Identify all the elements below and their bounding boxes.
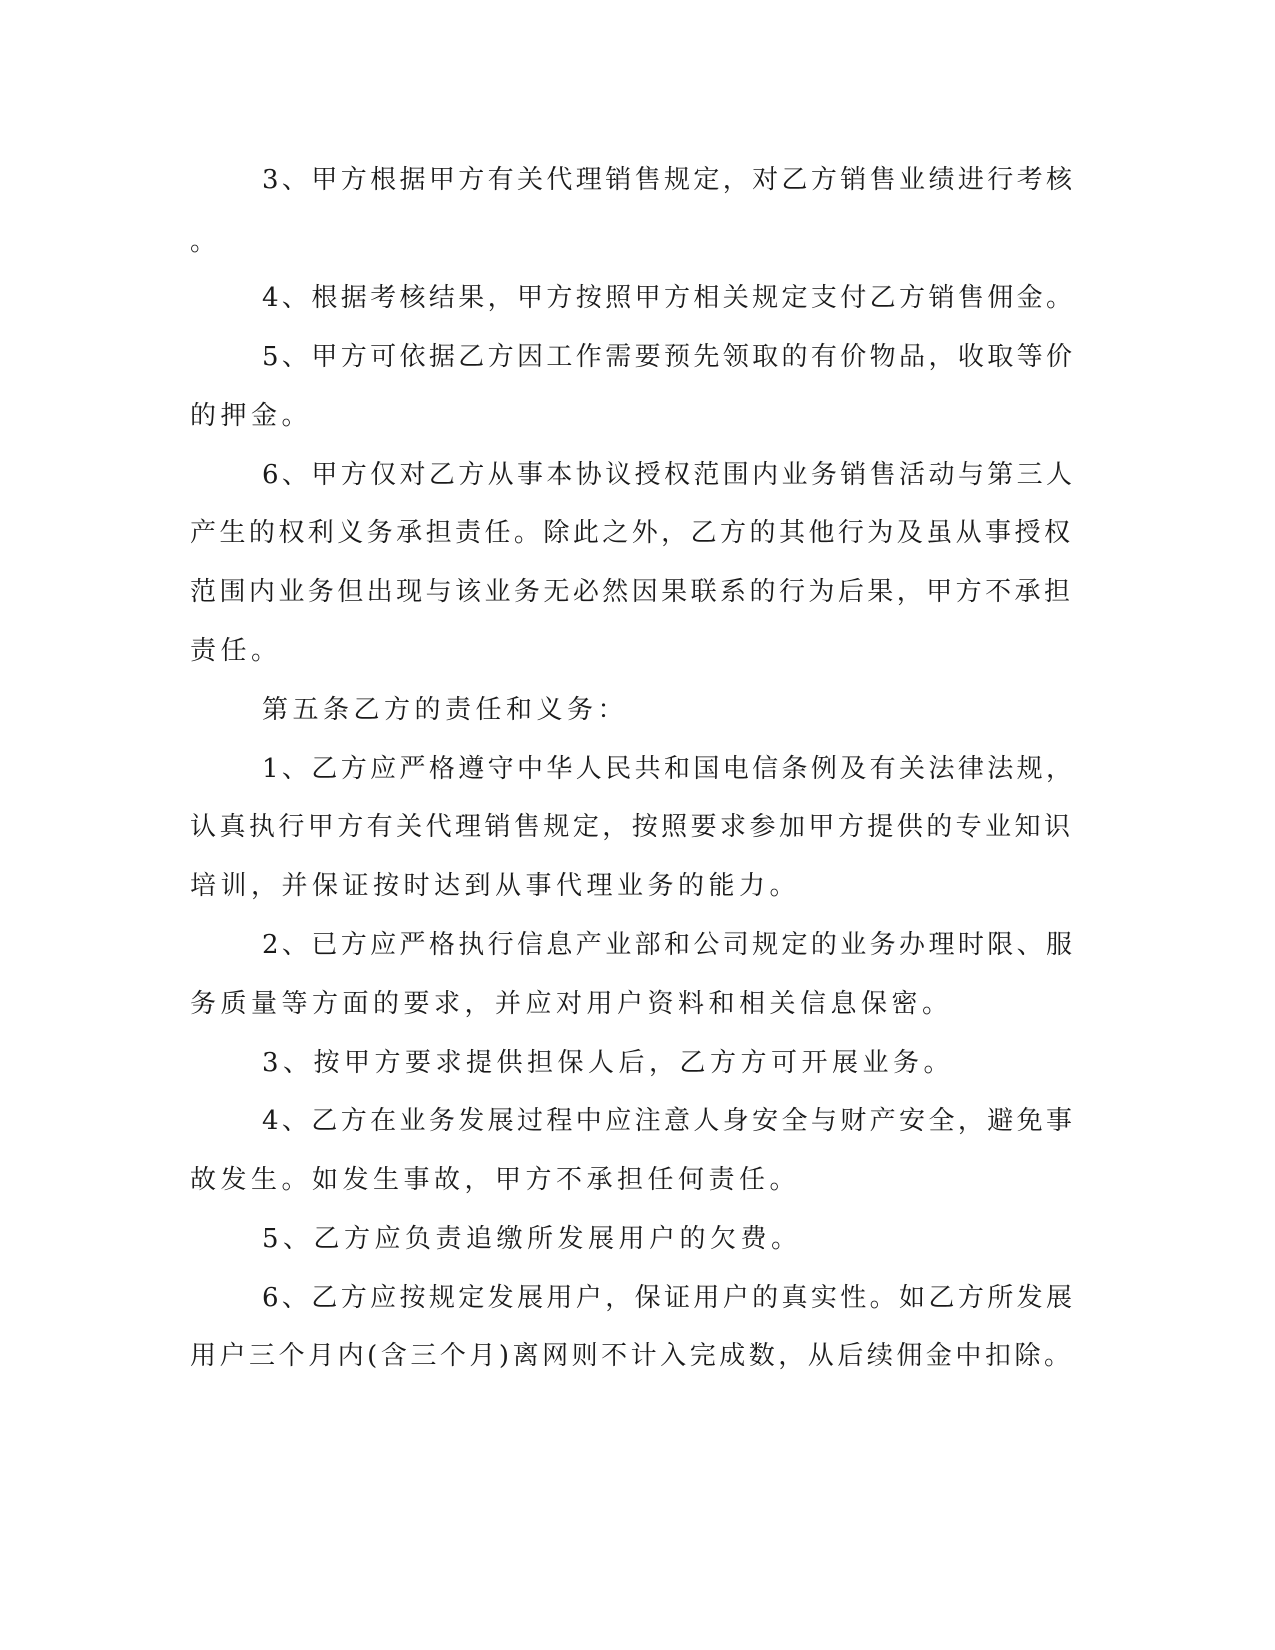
- text-line-15: 务质量等方面的要求，并应对用户资料和相关信息保密。: [190, 989, 953, 1019]
- section-heading: 第五条乙方的责任和义务：: [262, 695, 629, 725]
- text-line-5: 的押金。: [190, 401, 313, 431]
- text-line-12: 认真执行甲方有关代理销售规定，按照要求参加甲方提供的专业知识: [190, 812, 1070, 842]
- text-line-6: 6、甲方仅对乙方从事本协议授权范围内业务销售活动与第三人: [262, 460, 1072, 490]
- text-line-20: 6、乙方应按规定发展用户，保证用户的真实性。如乙方所发展: [262, 1283, 1072, 1313]
- text-line-19: 5、乙方应负责追缴所发展用户的欠费。: [262, 1224, 802, 1254]
- text-line-17: 4、乙方在业务发展过程中应注意人身安全与财产安全，避免事: [262, 1106, 1072, 1136]
- text-line-11: 1、乙方应严格遵守中华人民共和国电信条例及有关法律法规，: [262, 754, 1072, 784]
- text-line-2: 。: [190, 227, 221, 257]
- text-line-3: 4、根据考核结果，甲方按照甲方相关规定支付乙方销售佣金。: [262, 283, 1072, 313]
- text-line-16: 3、按甲方要求提供担保人后，乙方方可开展业务。: [262, 1048, 955, 1078]
- text-line-8: 范围内业务但出现与该业务无必然因果联系的行为后果，甲方不承担: [190, 577, 1070, 607]
- text-line-21: 用户三个月内(含三个月)离网则不计入完成数，从后续佣金中扣除。: [190, 1341, 1070, 1371]
- text-line-9: 责任。: [190, 636, 282, 666]
- text-line-13: 培训，并保证按时达到从事代理业务的能力。: [190, 871, 801, 901]
- text-line-14: 2、已方应严格执行信息产业部和公司规定的业务办理时限、服: [262, 930, 1072, 960]
- text-line-7: 产生的权利义务承担责任。除此之外，乙方的其他行为及虽从事授权: [190, 518, 1070, 548]
- text-line-4: 5、甲方可依据乙方因工作需要预先领取的有价物品，收取等价: [262, 342, 1072, 372]
- text-line-1: 3、甲方根据甲方有关代理销售规定，对乙方销售业绩进行考核: [262, 165, 1072, 195]
- text-line-18: 故发生。如发生事故，甲方不承担任何责任。: [190, 1165, 801, 1195]
